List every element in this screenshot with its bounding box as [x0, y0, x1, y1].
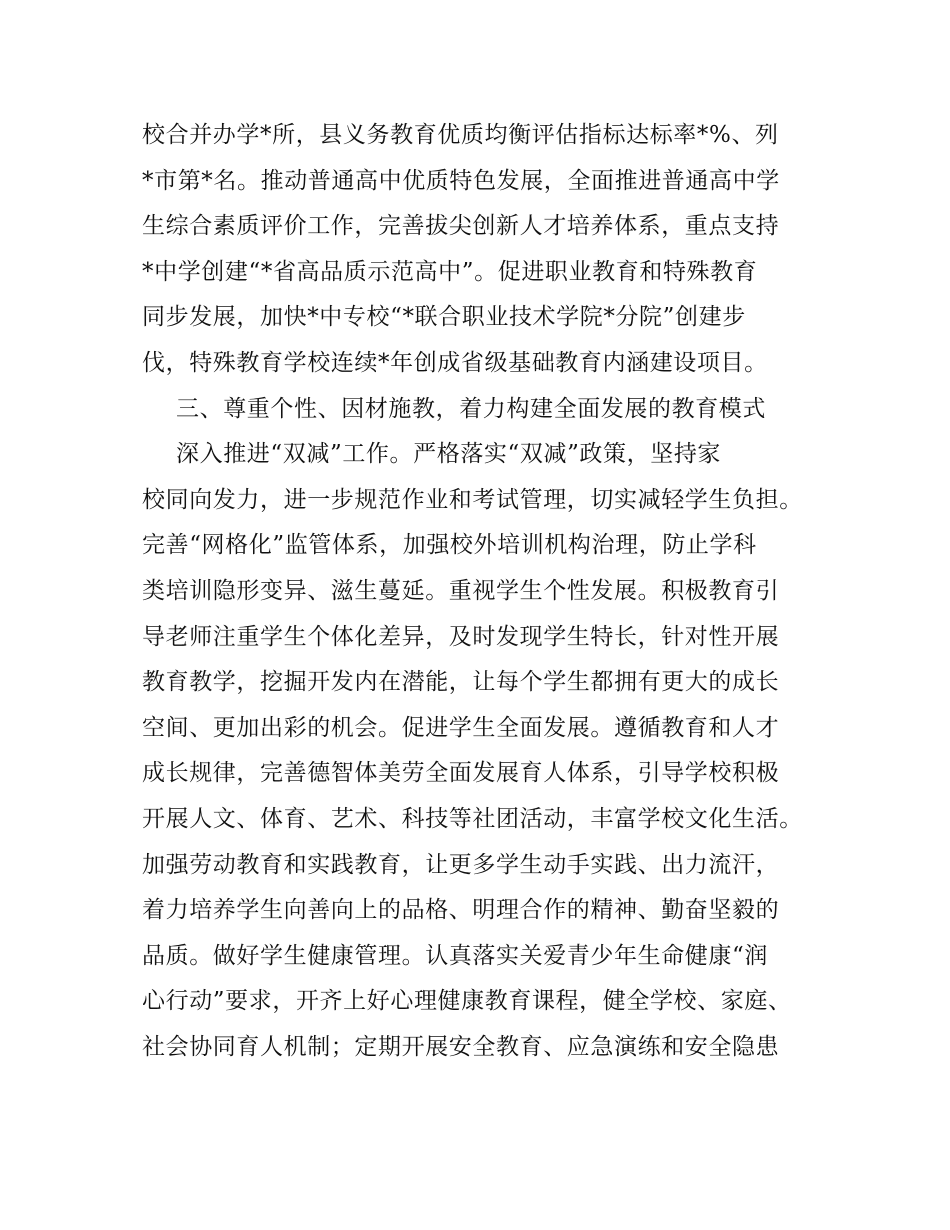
- text-line: 导老师注重学生个体化差异，及时发现学生特长，针对性开展: [142, 623, 780, 650]
- text-line: 深入推进“双减”工作。严格落实“双减”政策，坚持家: [176, 441, 722, 468]
- text-line: 空间、更加出彩的机会。促进学生全面发展。遵循教育和人才: [142, 714, 780, 741]
- text-line: 开展人文、体育、艺术、科技等社团活动，丰富学校文化生活。: [142, 805, 803, 832]
- text-line: 类培训隐形变异、滋生蔓延。重视学生个性发展。积极教育引: [142, 577, 780, 604]
- text-line: *市第*名。推动普通高中优质特色发展，全面推进普通高中学: [142, 167, 780, 194]
- text-line: 教育教学，挖掘开发内在潜能，让每个学生都拥有更大的成长: [142, 669, 780, 696]
- text-line: 伐，特殊教育学校连续*年创成省级基础教育内涵建设项目。: [142, 349, 768, 376]
- text-line: *中学创建“*省高品质示范高中”。促进职业教育和特殊教育: [142, 258, 758, 285]
- text-line: 社会协同育人机制；定期开展安全教育、应急演练和安全隐患: [142, 1033, 780, 1060]
- text-line: 校同向发力，进一步规范作业和考试管理，切实减轻学生负担。: [142, 486, 803, 513]
- text-line: 加强劳动教育和实践教育，让更多学生动手实践、出力流汗，: [142, 851, 780, 878]
- text-line: 完善“网格化”监管体系，加强校外培训机构治理，防止学科: [142, 532, 757, 559]
- body-text: [142, 113, 822, 1070]
- text-line: 着力培养学生向善向上的品格、明理合作的精神、勤奋坚毅的: [142, 897, 780, 924]
- text-line: 同步发展，加快*中专校“*联合职业技术学院*分院”创建步: [142, 304, 746, 331]
- section-heading: 三、尊重个性、因材施教，着力构建全面发展的教育模式: [176, 395, 766, 422]
- text-line: 生综合素质评价工作，完善拔尖创新人才培养体系，重点支持: [142, 213, 780, 240]
- text-line: 心行动”要求，开齐上好心理健康教育课程，健全学校、家庭、: [142, 988, 792, 1015]
- text-line: 品质。做好学生健康管理。认真落实关爱青少年生命健康“润: [142, 942, 768, 969]
- text-line: 校合并办学*所，县义务教育优质均衡评估指标达标率*%、列: [142, 122, 779, 148]
- text-line: 成长规律，完善德智体美劳全面发展育人体系，引导学校积极: [142, 760, 780, 787]
